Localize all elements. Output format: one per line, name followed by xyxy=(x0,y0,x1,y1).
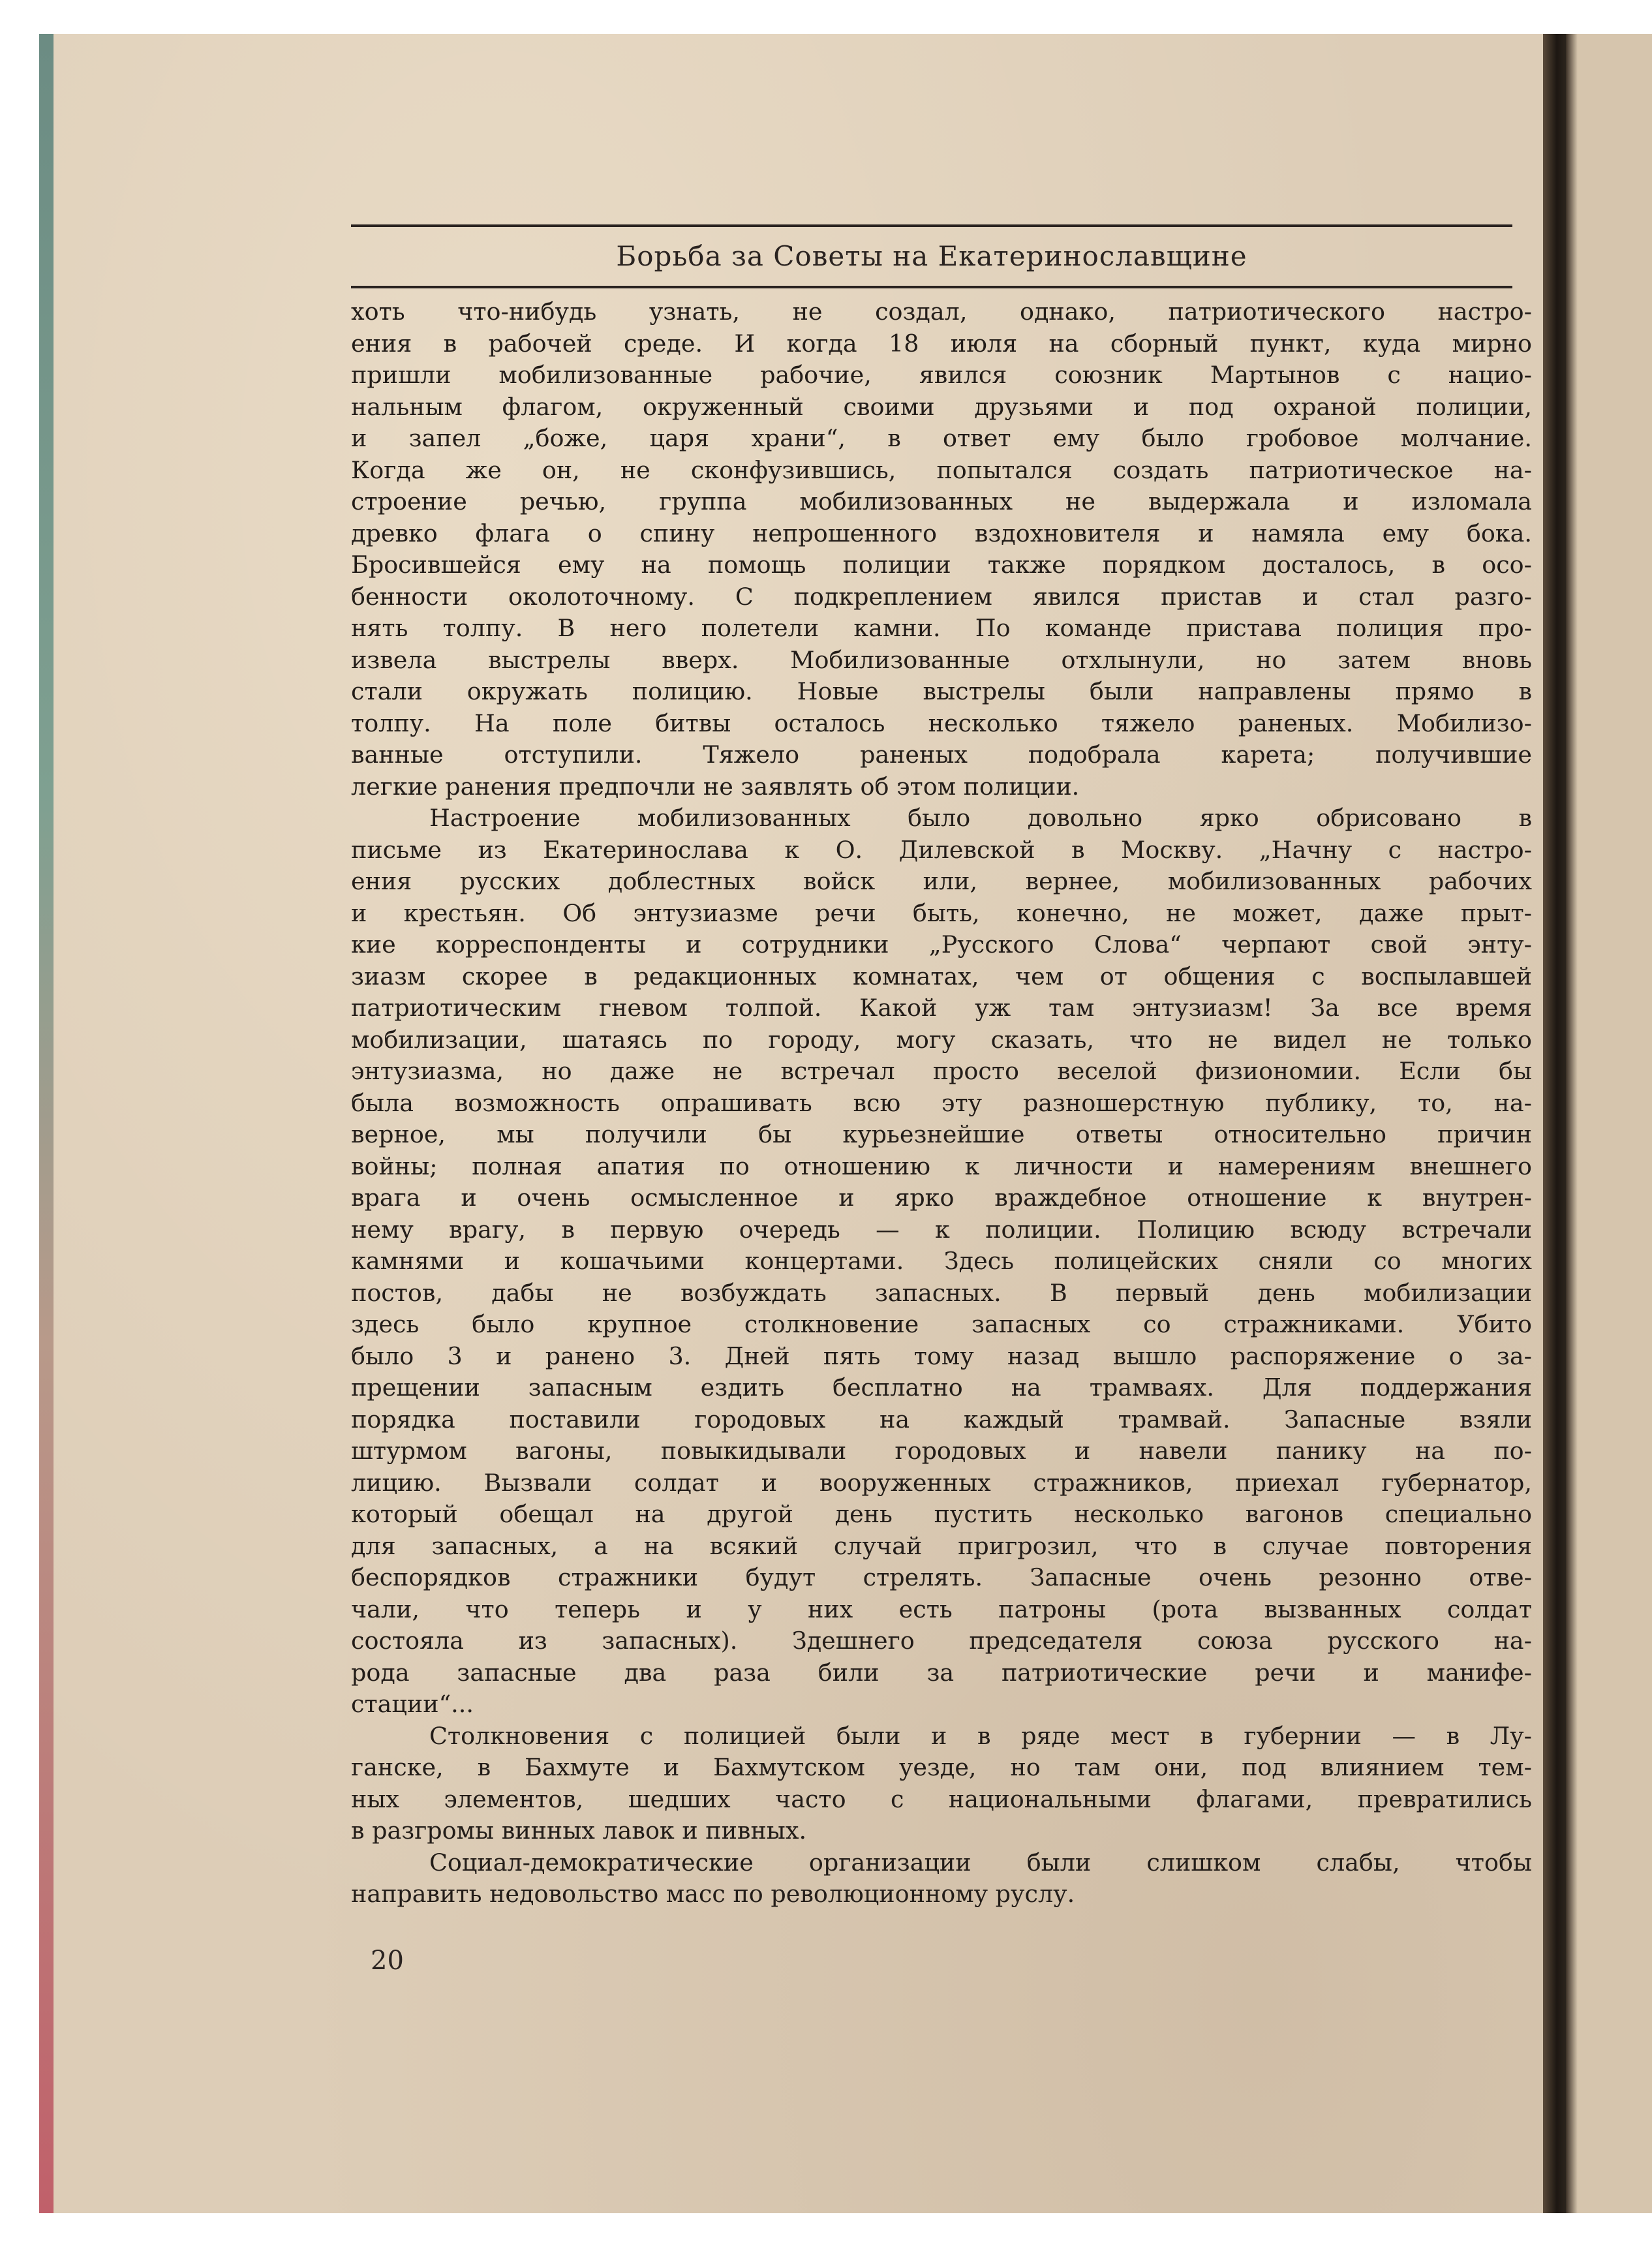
header-rule-top xyxy=(351,224,1512,227)
text-line: легкие ранения предпочли не заявлять об этом полиции. xyxy=(351,772,1080,801)
text-line: и запел „боже, царя храни“, в ответ ему было гробовое молчание. xyxy=(351,424,1532,452)
text-line: бенности околоточному. С подкреплением явился пристав и стал разго- xyxy=(351,582,1532,611)
text-line: энтузиазма, но даже не встречал просто веселой физиономии. Если бы xyxy=(351,1057,1532,1085)
text-line: Столкновения с полицией были и в ряде мест в губернии — в Лу- xyxy=(429,1721,1532,1750)
text-line: ванные отступили. Тяжело раненых подобрала карета; получившие xyxy=(351,741,1532,769)
text-line: лицию. Вызвали солдат и вооруженных стражников, приехал губернатор, xyxy=(351,1468,1532,1497)
text-line: ения в рабочей среде. И когда 18 июля на сборный пункт, куда мирно xyxy=(351,329,1532,358)
cover-edge xyxy=(39,34,54,2213)
body-text xyxy=(351,296,1532,1910)
text-line: Настроение мобилизованных было довольно ярко обрисовано в xyxy=(429,804,1532,832)
text-line: для запасных, а на всякий случай пригрозил, что в случае повторения xyxy=(351,1531,1532,1560)
text-line: штурмом вагоны, повыкидывали городовых и навели панику на по- xyxy=(351,1437,1532,1465)
text-line: патриотическим гневом толпой. Какой уж там энтузиазм! За все время xyxy=(351,994,1532,1022)
text-line: извела выстрелы вверх. Мобилизованные отхлынули, но затем вновь xyxy=(351,645,1532,674)
text-line: направить недовольство масс по революционному руслу. xyxy=(351,1880,1075,1908)
text-line: и крестьян. Об энтузиазме речи быть, конечно, не может, даже прыт- xyxy=(351,898,1532,927)
text-line: который обещал на другой день пустить несколько вагонов специально xyxy=(351,1500,1532,1528)
text-line: состояла из запасных). Здешнего председателя союза русского на- xyxy=(351,1627,1532,1655)
text-line: постов, дабы не возбуждать запасных. В первый день мобилизации xyxy=(351,1278,1532,1307)
text-line: беспорядков стражники будут стрелять. Запасные очень резонно отве- xyxy=(351,1563,1532,1591)
text-line: нять толпу. В него полетели камни. По команде пристава полиция про- xyxy=(351,614,1532,642)
text-line: чали, что теперь и у них есть патроны (рота вызванных солдат xyxy=(351,1595,1532,1623)
text-line: прещении запасным ездить бесплатно на трамваях. Для поддержания xyxy=(351,1373,1532,1402)
text-line: Социал-демократические организации были слишком слабы, чтобы xyxy=(429,1848,1532,1877)
text-line: ных элементов, шедших часто с национальными флагами, превратились xyxy=(351,1785,1532,1813)
text-line: кие корреспонденты и сотрудники „Русского Слова“ черпают свой энту- xyxy=(351,930,1532,958)
text-line: здесь было крупное столкновение запасных со стражниками. Убито xyxy=(351,1310,1532,1338)
text-line: Бросившейся ему на помощь полиции также порядком досталось, в осо- xyxy=(351,551,1532,579)
text-line: строение речью, группа мобилизованных не выдержала и изломала xyxy=(351,487,1532,515)
text-line: рода запасные два раза били за патриотические речи и манифе- xyxy=(351,1658,1532,1687)
book-page xyxy=(39,34,1566,2213)
text-line: верное, мы получили бы курьезнейшие ответы относительно причин xyxy=(351,1120,1532,1148)
text-line: нему врагу, в первую очередь — к полиции. Полицию всюду встречали xyxy=(351,1215,1532,1244)
text-line: стации“... xyxy=(351,1690,474,1718)
running-head: Борьба за Советы на Екатеринославщине xyxy=(616,240,1247,272)
facing-page-edge xyxy=(1566,34,1652,2213)
gutter-shadow xyxy=(1543,34,1566,2213)
text-line: нальным флагом, окруженный своими друзьями и под охраной полиции, xyxy=(351,392,1532,421)
page-number: 20 xyxy=(371,1946,404,1976)
text-line: древко флага о спину непрошенного вздохновителя и намяла ему бока. xyxy=(351,519,1532,547)
text-line: письме из Екатеринослава к О. Дилевской в Москву. „Начну с настро- xyxy=(351,835,1532,864)
text-line: ганске, в Бахмуте и Бахмутском уезде, но там они, под влиянием тем- xyxy=(351,1753,1532,1781)
header-rule-bottom xyxy=(351,286,1512,288)
text-line: хоть что-нибудь узнать, не создал, однако, патриотического настро- xyxy=(351,298,1532,326)
text-line: Когда же он, не сконфузившись, попытался создать патриотическое на- xyxy=(351,455,1532,484)
text-line: порядка поставили городовых на каждый трамвай. Запасные взяли xyxy=(351,1405,1532,1433)
text-line: врага и очень осмысленное и ярко враждебное отношение к внутрен- xyxy=(351,1184,1532,1212)
text-line: пришли мобилизованные рабочие, явился союзник Мартынов с нацио- xyxy=(351,361,1532,389)
text-line: камнями и кошачьими концертами. Здесь полицейских сняли со многих xyxy=(351,1247,1532,1275)
text-line: стали окружать полицию. Новые выстрелы были направлены прямо в xyxy=(351,677,1532,705)
text-line: ения русских доблестных войск или, вернее, мобилизованных рабочих xyxy=(351,867,1532,895)
text-line: была возможность опрашивать всю эту разношерстную публику, то, на- xyxy=(351,1088,1532,1117)
text-line: зиазм скорее в редакционных комнатах, чем от общения с воспылавшей xyxy=(351,962,1532,990)
text-line: толпу. На поле битвы осталось несколько тяжело раненых. Мобилизо- xyxy=(351,709,1532,737)
text-line: войны; полная апатия по отношению к личности и намерениям внешнего xyxy=(351,1152,1532,1180)
text-line: мобилизации, шатаясь по городу, могу сказать, что не видел не только xyxy=(351,1025,1532,1054)
text-line: в разгромы винных лавок и пивных. xyxy=(351,1816,807,1845)
text-line: было 3 и ранено 3. Дней пять тому назад вышло распоряжение о за- xyxy=(351,1341,1532,1370)
